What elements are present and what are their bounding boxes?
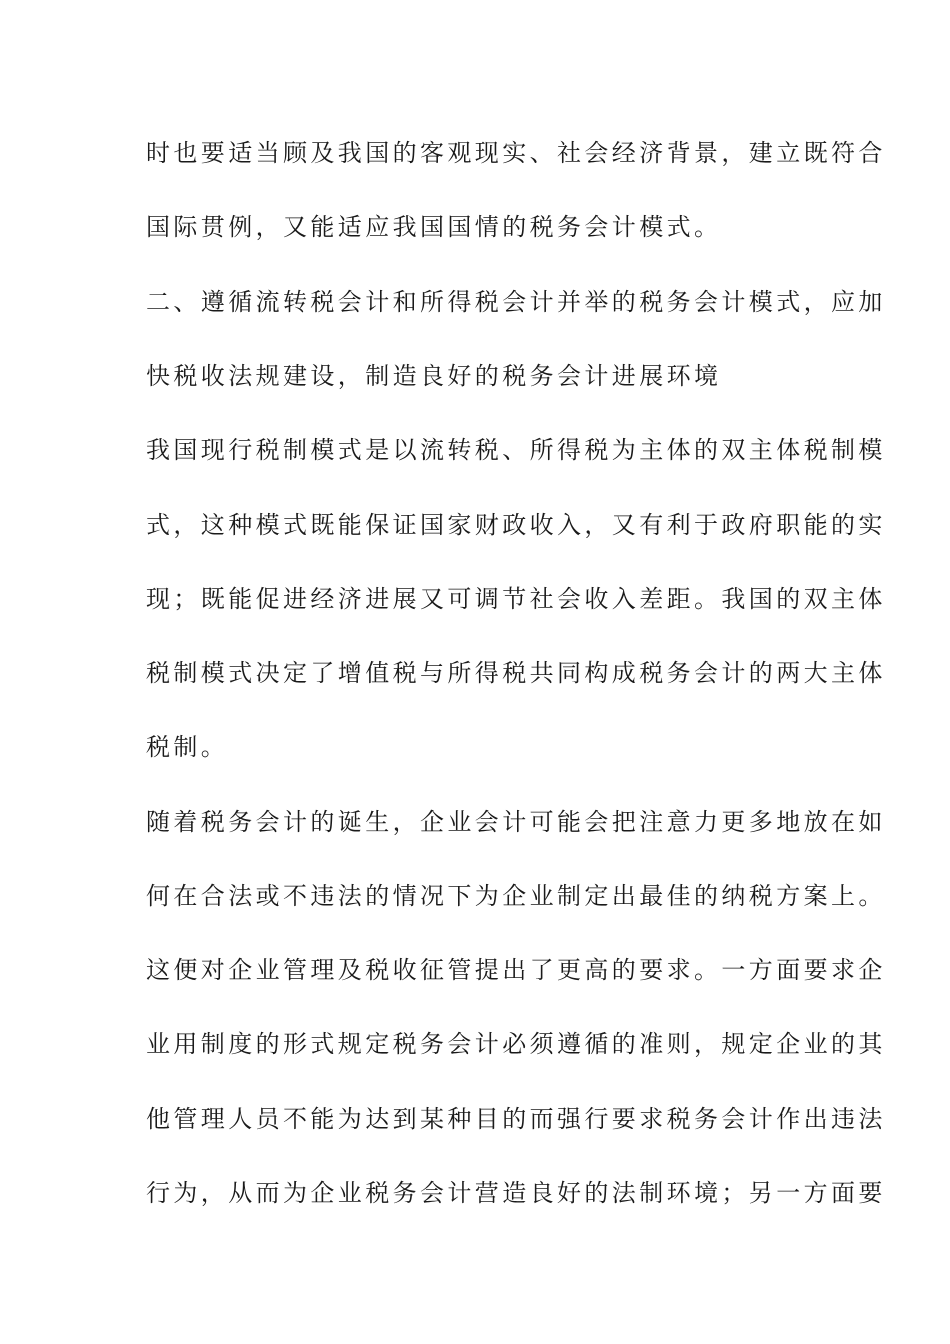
paragraph-line: 税制模式决定了增值税与所得税共同构成税务会计的两大主体 bbox=[146, 659, 886, 687]
paragraph-line: 何在合法或不违法的情况下为企业制定出最佳的纳税方案上。 bbox=[146, 882, 886, 910]
paragraph-line: 式，这种模式既能保证国家财政收入，又有利于政府职能的实 bbox=[146, 511, 886, 539]
paragraph-line: 他管理人员不能为达到某种目的而强行要求税务会计作出违法 bbox=[146, 1105, 886, 1133]
paragraph-line: 税制。 bbox=[146, 733, 229, 761]
paragraph-line: 随着税务会计的诞生，企业会计可能会把注意力更多地放在如 bbox=[146, 808, 886, 836]
paragraph-line: 业用制度的形式规定税务会计必须遵循的准则，规定企业的其 bbox=[146, 1030, 886, 1058]
paragraph-line: 时也要适当顾及我国的客观现实、社会经济背景，建立既符合 bbox=[146, 139, 886, 167]
paragraph-line: 国际贯例，又能适应我国国情的税务会计模式。 bbox=[146, 213, 722, 241]
paragraph-line: 行为，从而为企业税务会计营造良好的法制环境；另一方面要 bbox=[146, 1179, 886, 1207]
paragraph-line: 我国现行税制模式是以流转税、所得税为主体的双主体税制模 bbox=[146, 436, 886, 464]
section-heading-line: 二、遵循流转税会计和所得税会计并举的税务会计模式，应加 bbox=[146, 288, 886, 316]
paragraph-line: 这便对企业管理及税收征管提出了更高的要求。一方面要求企 bbox=[146, 956, 886, 984]
paragraph-line: 现；既能促进经济进展又可调节社会收入差距。我国的双主体 bbox=[146, 585, 886, 613]
section-heading-line: 快税收法规建设，制造良好的税务会计进展环境 bbox=[146, 362, 722, 390]
